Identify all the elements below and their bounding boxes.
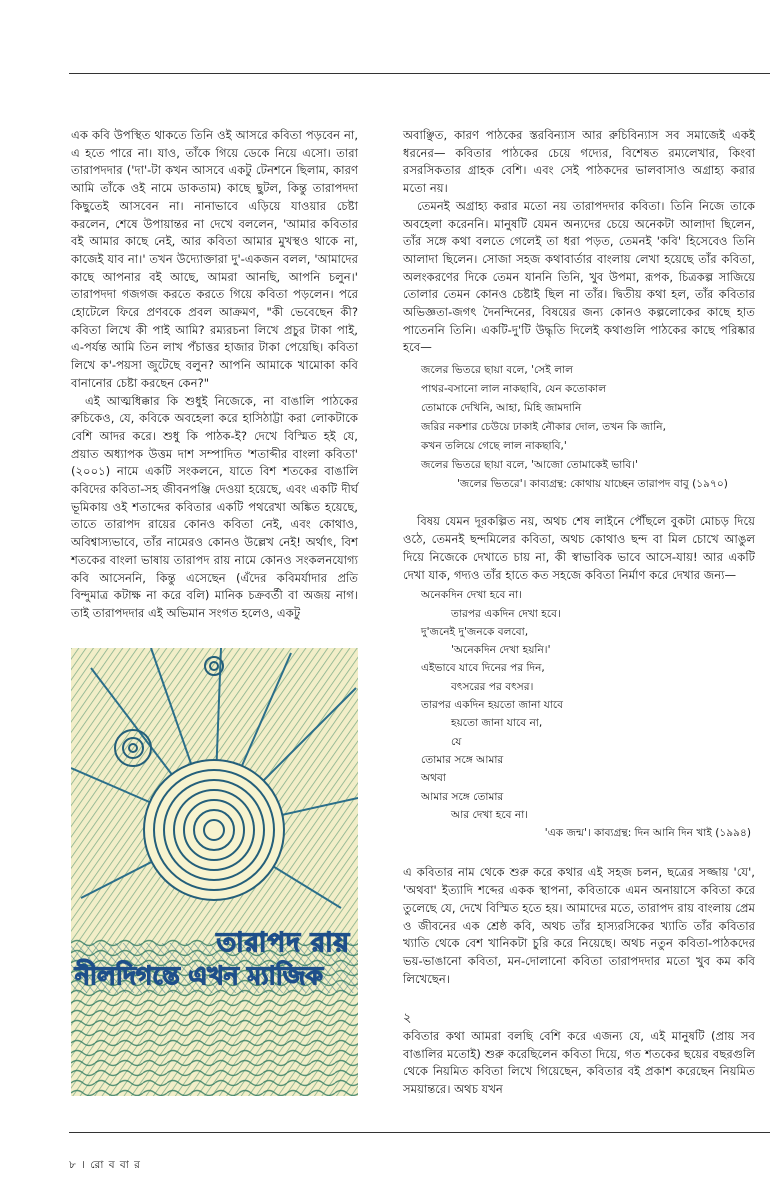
poem-line: জলের ভিতরে ছায়া বলে, 'সেই লাল: [421, 364, 574, 377]
book-cover-title: নীলদিগন্তে এখন ম্যাজিক: [75, 961, 323, 990]
right-paragraph-1: অবাঞ্ছিত, কারণ পাঠকের স্তরবিন্যাস আর রুচিবিন্যাস সব সমাজেই একই ধরনের— কবিতার পাঠকের চেয়ে গদ্যের, বিশেষত রম্যলেখার, কিংবা রসরসিকতার গ্রাহক বেশি। এবং সেই পাঠকদের ভালবাসাও অগ্রাহ্য করার মতো নয়।: [403, 128, 755, 196]
poem-line: আমার সঙ্গে তোমার: [421, 790, 504, 803]
poem-line: হয়তো জানা যাবে না,: [451, 717, 543, 730]
right-column: [403, 127, 755, 1099]
poem-source: 'জলের ভিতরে'। কাব্যগ্রন্থ: কোথায় যাচ্ছেন তারাপদ বাবু (১৯৭০): [457, 477, 728, 490]
poem-line: তারপর একদিন হয়তো জানা যাবে: [421, 699, 564, 712]
poem-line: বৎসরের পর বৎসর।: [451, 680, 534, 693]
poem-line: এইভাবে যাবে দিনের পর দিন,: [421, 662, 545, 675]
poem-line: অথবা: [421, 772, 447, 785]
poem-line: তোমার সঙ্গে আমার: [421, 753, 504, 766]
right-paragraph-2: তেমনই অগ্রাহ্য করার মতো নয় তারাপদদার কবিতা। তিনি নিজে তাকে অবহেলা করেননি। মানুষটি যেমন অন্যদের চেয়ে অনেকটা আলাদা ছিলেন, তাঁর সঙ্গে কথা বলতে গেলেই তা ধরা পড়ত, তেমনই 'কবি' হিসেবেও তিনি আলাদা ছিলেন। সোজা সহজ কথাবার্তার বাংলায় লেখা হয়েছে তাঁর কবিতা, অলংকরণের দিকে তেমন যাননি তিনি, খুব উপমা, রূপক, চিত্রকল্প সাজিয়ে তোলার তেমন কোনও চেষ্টাই ছিল না তাঁর। দ্বিতীয় কথা হল, তাঁর কবিতার অভিজ্ঞতা-জগৎ দৈনন্দিনের, বিষয়ের জন্য কোনও কল্পলোকের কাছে হাত পাতেননি তিনি। একটি-দু'টি উদ্ধৃতি দিলেই কথাগুলি পাঠকের কাছে পরিষ্কার হবে—: [403, 198, 755, 355]
poem-line: যে: [451, 735, 462, 748]
page-footer: [69, 1158, 141, 1175]
poem-line: কখন তলিয়ে গেছে লাল নাকছাবি,': [421, 439, 567, 452]
right-paragraph-4: এ কবিতার নাম থেকে শুরু করে কথার এই সহজ চলন, ছত্রের সজ্জায় 'যে', 'অথবা' ইত্যাদি শব্দের একক স্থাপনা, কবিতাকে এমন অনায়াসে কবিতা করে তুলেছে যে, দেখে বিস্মিত হতে হয়। আমাদের মতে, তারাপদ রায় বাংলায় প্রেম ও জীবনের এক শ্রেষ্ঠ কবি, অথচ তাঁর হাস্যরসিকের খ্যাতি তাঁর কবিতার খ্যাতি থেকে বেশ খানিকটা চুরি করে নিয়েছে। অথচ নতুন কবিতা-পাঠকদের ভয়-ভাঙানো কবিতা, মন-দোলানো কবিতা তারাপদদার মতো খুব কম কবি লিখেছেন।: [403, 865, 755, 986]
sun-circles: [144, 760, 284, 900]
poem-line: আর দেখা হবে না।: [451, 808, 529, 821]
page-number: ৮: [69, 1159, 77, 1171]
poem-line: অনেকদিন দেখা হবে না।: [421, 589, 522, 602]
poem-line: জলের ভিতরে ছায়া বলে, 'আজো তোমাকেই ভাবি।': [421, 458, 638, 471]
left-column: [71, 127, 358, 623]
poem-line: তোমাকে দেখিনি, আহা, মিহি জামদানি: [421, 401, 582, 414]
section-number: ২: [403, 1011, 412, 1027]
book-cover-image: [71, 648, 358, 1096]
poem-line: পাথর-বসানো লাল নাকছাবি, যেন কতোকাল: [421, 383, 607, 396]
poem-line: দু'জনেই দু'জনকে বলবো,: [421, 625, 529, 638]
poem-jaler-bhitore: [421, 361, 755, 493]
header-rule: [69, 73, 770, 74]
footer-separator: ।: [81, 1159, 86, 1171]
magazine-name: রো ব বা র: [90, 1159, 141, 1171]
left-paragraph-2: এই আত্মধিক্কার কি শুধুই নিজেকে, না বাঙালি পাঠকের রুচিকেও, যে, কবিকে অবহেলা করে হাসিঠাট্টা করা লোকটাকে বেশি আদর করে। শুধু কি পাঠক-ই? দেখে বিস্মিত হই যে, প্রয়াত অধ্যাপক উত্তম দাশ সম্পাদিত 'শতাব্দীর বাংলা কবিতা' (২০০১) নামে একটি সংকলনে, যাতে বিশ শতকের বাঙালি কবিদের কবিতা-সহ জীবনপঞ্জি দেওয়া হয়েছে, এবং একটি দীর্ঘ ভূমিকায় ওই শতাব্দের কবিতার একটি পথরেখা অঙ্কিত হয়েছে, তাতে তারাপদ রায়ের কোনও কবিতা নেই, এবং কোথাও, অবিশ্বাস্যভাবে, তাঁর নামেরও কোনও উল্লেখ নেই! অর্থাৎ, বিশ শতকের বাংলা ভাষায় তারাপদ রায় নামে কোনও সংকলনযোগ্য কবি আসেননি, কিন্তু এসেছেন (এঁদের কবিমর্যাদার প্রতি বিন্দুমাত্র কটাক্ষ না করে বলি) মানিক চক্রবর্তী বা অজয় নাগ। তাই তারাপদদার এই অভিমান সংগত হলেও, একটু: [71, 393, 358, 620]
right-paragraph-5: কবিতার কথা আমরা বলছি বেশি করে এজন্য যে, এই মানুষটি (প্রায় সব বাঙালির মতোই) শুরু করেছিলেন কবিতা দিয়ে, গত শতকের ছয়ের বছরগুলি থেকে নিয়মিত কবিতা লিখে গিয়েছেন, কবিতার বই প্রকাশ করেছেন নিয়মিত সময়ান্তরে। অথচ যখন: [403, 1029, 755, 1097]
book-cover-author: তারাপদ রায়: [216, 928, 350, 958]
book-cover-artwork: [71, 648, 358, 1096]
left-paragraph-1: এক কবি উপস্থিত থাকতে তিনি ওই আসরে কবিতা পড়বেন না, এ হতে পারে না। যাও, তাঁকে গিয়ে ডেকে নিয়ে এসো। তারা তারাপদদার ('দা'-টা কখন আসবে একটু টেনশনে ছিলাম, কারণ আমি তাঁকে ওই নামে ডাকতাম) কাছে ছুটল, কিন্তু তারাপদদা কিছুতেই আসবেন না। নানাভাবে এড়িয়ে যাওয়ার চেষ্টা করলেন, শেষে উপায়ান্তর না দেখে বললেন, 'আমার কবিতার বই আমার কাছে নেই, আর কবিতা আমার মুখস্থও থাকে না, কাজেই যাব না।' তখন উদ্যোক্তারা দু'-একজন বলল, 'আমাদের কাছে আপনার বই আছে, আমরা আনছি, আপনি চলুন।' তারাপদদা গজগজ করতে করতে গিয়ে কবিতা পড়লেন। পরে হোটেলে ফিরে প্রণবকে প্রবল আক্রমণ, "কী ভেবেছেন কী? কবিতা লিখে কী পাই আমি? রম্যরচনা লিখে প্রচুর টাকা পাই, এ-পর্যন্ত আমি তিন লাখ পঁচাত্তর হাজার টাকা পেয়েছি। কবিতা লিখে ক'-পয়সা জুটেছে বলুন? আপনি আমাকে খামোকা কবি বানানোর চেষ্টা করছেন কেন?": [71, 128, 358, 390]
poem-source: 'এক জন্ম'। কাব্যগ্রন্থ: দিন আনি দিন খাই (১৯৯৪): [544, 827, 751, 840]
footer-rule: [69, 1132, 770, 1133]
poem-ek-janma: [421, 586, 755, 842]
right-paragraph-3: বিষয় যেমন দূরকল্পিত নয়, অথচ শেষ লাইনে পৌঁছলে বুকটা মোচড় দিয়ে ওঠে, তেমনই ছন্দমিলের কবিতা, অথচ কোথাও ছন্দ বা মিল চোখে আঙুল দিয়ে নিজেকে দেখাতে চায় না, কী স্বাভাবিক ভাবে আসে-যায়! আর একটি দেখা যাক, গদ্যও তাঁর হাতে কত সহজে কবিতা নির্মাণ করে দেখার জন্য—: [403, 514, 755, 582]
poem-line: তারপর একদিন দেখা হবে।: [451, 607, 561, 620]
poem-line: জরির নকশার চেউয়ে ঢাকাই নৌকার দোল, তখন কি জানি,: [421, 420, 666, 433]
poem-line: 'অনেকদিন দেখা হয়নি।': [451, 644, 551, 657]
